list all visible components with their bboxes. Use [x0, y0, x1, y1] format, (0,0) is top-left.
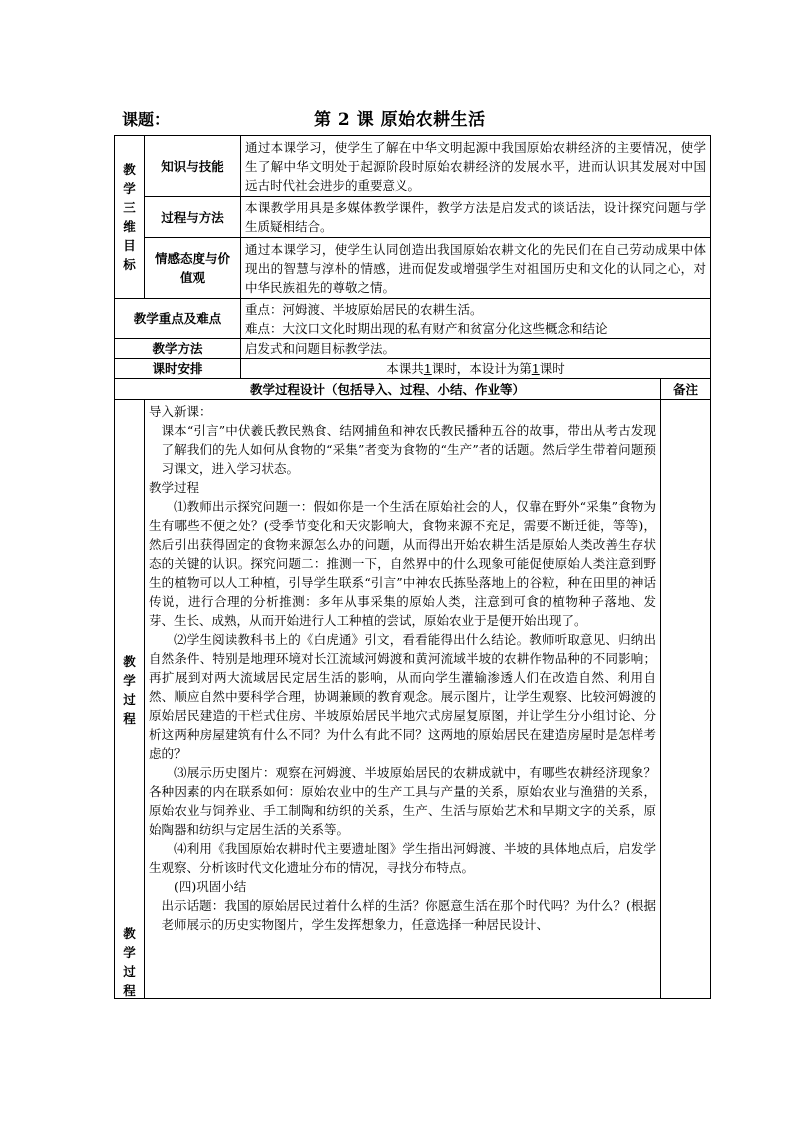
objective-text: 通过本课学习，使学生认同创造出我国原始农耕文化的先民们在自己劳动成果中体现出的智慧与淳朴的情感，进而促发或增强学生对祖国历史和文化的认同之心，对中华民族祖先的尊敬之情。 — [241, 238, 711, 299]
objective-text: 通过本课学习，使学生了解在中华文明起源中我国原始农耕经济的主要情况，使学生了解中华文明处于起源阶段时原始农耕经济的发展水平，进而认识其发展对中国远古时代社会进步的重要意义。 — [241, 136, 711, 197]
process-row — [115, 400, 711, 999]
summary-title: (四)巩固小结 — [174, 879, 247, 894]
objective-text: 本课教学用具是多媒体教学课件，教学方法是启发式的谈话法，设计探究问题与学生质疑相结合。 — [241, 197, 711, 238]
total-hours: 1 — [423, 361, 432, 376]
notes-header: 备注 — [661, 379, 711, 400]
method-text: 启发式和问题目标教学法。 — [241, 339, 711, 359]
objective-row-process — [115, 197, 711, 238]
intro-text: 课本“引言”中伏羲氏教民熟食、结网捕鱼和神农氏教民播种五谷的故事，带出从考古发现了解我们的先人如何从食物的“采集”者变为食物的“生产”者的话题。然后学生带着问题预习课文，进入学习状态。 — [161, 423, 656, 476]
objective-name: 过程与方法 — [145, 197, 241, 238]
process-step: ⑶展示历史图片：观察在河姆渡、半坡原始居民的农耕成就中，有哪些农耕经济现象？各种因素的内在联系如何：原始农业中的生产工具与产量的关系，原始农业与渔猎的关系，原始农业与饲养业、手工制陶和纺织的关系，生产、生活与原始艺术和早期文字的关系，原始陶器和纺织与定居生活的关系等。 — [149, 765, 656, 837]
difficulty: 难点：大汶口文化时期出现的私有财产和贫富分化这些概念和结论 — [245, 320, 608, 336]
method-row — [115, 339, 711, 359]
notes-cell — [661, 400, 711, 999]
lesson-plan-table — [114, 135, 711, 999]
process-side-label: 教 学 过 程 教 学 过 程 — [115, 400, 145, 999]
objective-name: 情感态度与价值观 — [145, 238, 241, 299]
focus-row — [115, 299, 711, 339]
objective-row-knowledge — [115, 136, 711, 197]
process-content — [145, 400, 661, 999]
objectives-group-label: 教 学 三 维 目 标 — [115, 136, 145, 299]
current-hour: 1 — [531, 361, 540, 376]
method-label: 教学方法 — [115, 339, 241, 359]
process-header-row — [115, 379, 711, 400]
process-step: ⑵学生阅读教科书上的《白虎通》引文，看看能得出什么结论。教师听取意见、归纳出自然条件、特别是地理环境对长江流域河姆渡和黄河流域半坡的农耕作物品种的不同影响；再扩展到对两大流域居民定居生活的影响，从而向学生灌输渗透人们在改造自然、利用自然、顺应自然中要科学合理，协调兼顾的教育观念。展示图片，让学生观察、比较河姆渡的原始居民建造的干栏式住房、半坡原始居民半地穴式房屋复原图，并让学生分小组讨论、分析这两种房屋建筑有什么不同？为什么有此不同？这两地的原始居民在建造房屋时是怎样考虑的？ — [149, 632, 656, 761]
title-row — [118, 103, 710, 133]
lesson-title: 第 2 课 原始农耕生活 — [314, 110, 486, 130]
process-step: ⑷利用《我国原始农耕时代主要遗址图》学生指出河姆渡、半坡的具体地点后，启发学生观察、分析该时代文化遗址分布的情况，寻找分布特点。 — [149, 841, 656, 875]
process-header-label: 教学过程设计（包括导入、过程、小结、作业等） — [115, 379, 661, 400]
focus-label: 教学重点及难点 — [115, 299, 241, 339]
key-point: 重点：河姆渡、半坡原始居民的农耕生活。 — [245, 301, 483, 317]
process-title: 教学过程 — [149, 480, 200, 495]
summary-text: 出示话题：我国的原始居民过着什么样的生活？你愿意生活在那个时代吗？为什么？(根据老师展示的历史实物图片，学生发挥想象力，任意选择一种居民设计、 — [161, 898, 656, 932]
schedule-label: 课时安排 — [115, 359, 241, 379]
schedule-text: 本课共1课时，本设计为第1课时 — [241, 359, 711, 379]
intro-title: 导入新课： — [149, 404, 212, 419]
focus-content — [241, 299, 711, 339]
objective-row-attitude — [115, 238, 711, 299]
objective-name: 知识与技能 — [145, 136, 241, 197]
process-step: ⑴教师出示探究问题一：假如你是一个生活在原始社会的人，仅靠在野外“采集”食物为生有哪些不便之处？(受季节变化和天灾影响大，食物来源不充足，需要不断迁徙，等等)，然后引出获得固定的食物来源怎么办的问题，从而得出开始农耕生活是原始人类改善生存状态的关键的认识。探究问题二：推测一下，自然界中的什么现象可能促使原始人类注意到野生的植物可以人工种植，引导学生联系“引言”中神农氏拣坠落地上的谷粒，种在田里的神话传说，进行合理的分析推测：多年从事采集的原始人类，注意到可食的植物种子落地、发芽、生长、成熟，从而开始进行人工种植的尝试，原始农业于是便开始出现了。 — [149, 499, 656, 628]
title-label: 课题： — [122, 110, 171, 129]
schedule-row — [115, 359, 711, 379]
